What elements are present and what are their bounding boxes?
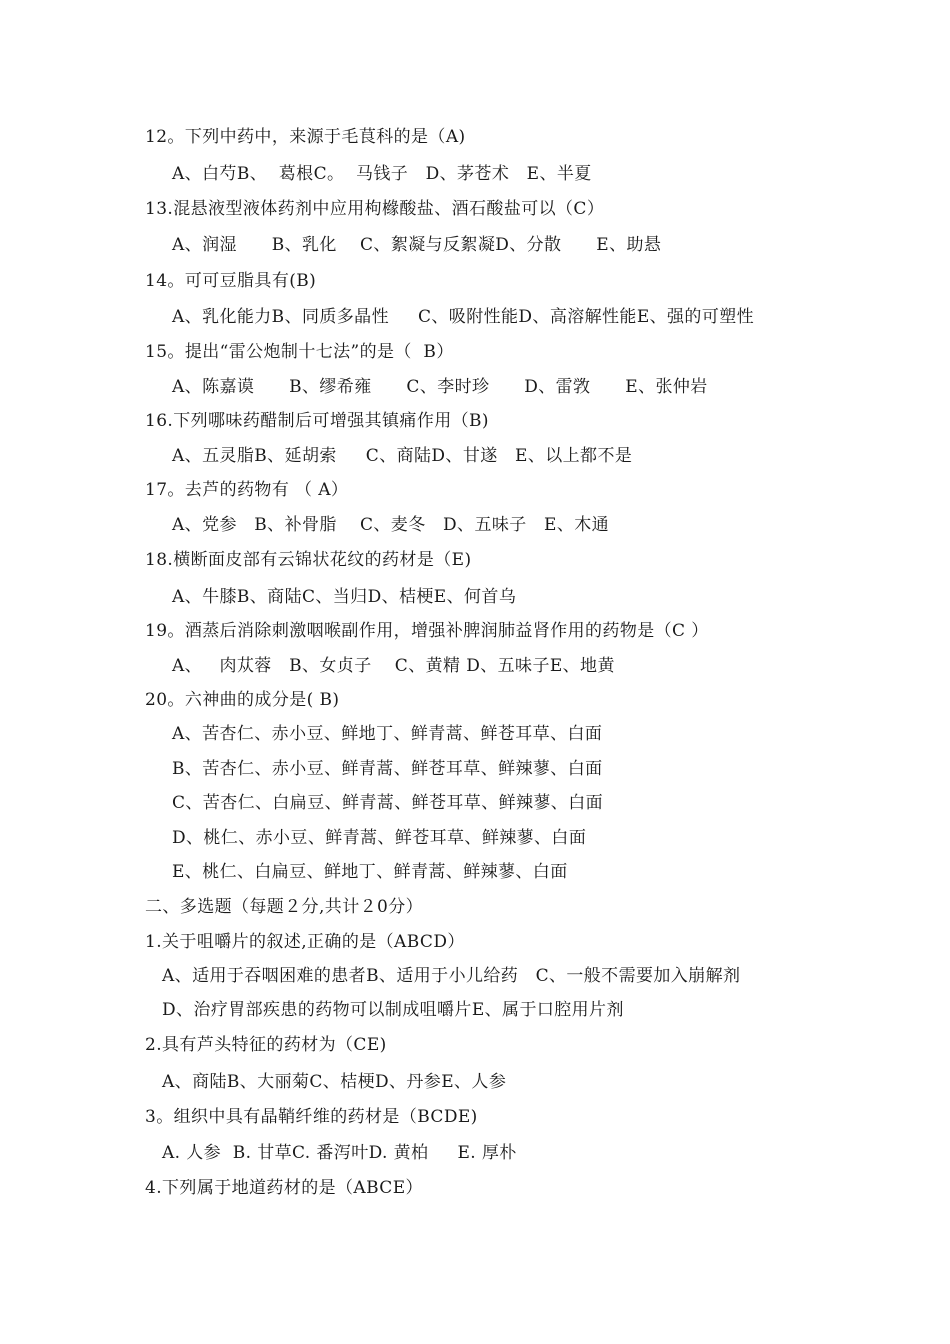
question-19-options: A、 肉苁蓉 B、女贞子 C、黄精 D、五味子E、地黄 xyxy=(172,656,615,676)
question-20-option-a: A、苦杏仁、赤小豆、鲜地丁、鲜青蒿、鲜苍耳草、白面 xyxy=(172,724,603,744)
question-15: 15。提出“雷公炮制十七法”的是（ B） xyxy=(145,342,454,362)
question-20-option-d: D、桃仁、赤小豆、鲜青蒿、鲜苍耳草、鲜辣蓼、白面 xyxy=(172,828,587,848)
question-13-options: A、润湿 B、乳化 C、絮凝与反絮凝D、分散 E、助悬 xyxy=(172,235,662,255)
multi-question-2-options: A、商陆B、大丽菊C、桔梗D、丹参E、人参 xyxy=(162,1072,507,1092)
question-14-options: A、乳化能力B、同质多晶性 C、吸附性能D、高溶解性能E、强的可塑性 xyxy=(172,307,755,327)
multi-question-3: 3。组织中具有晶鞘纤维的药材是（BCDE) xyxy=(145,1107,478,1127)
question-20-option-b: B、苦杏仁、赤小豆、鲜青蒿、鲜苍耳草、鲜辣蓼、白面 xyxy=(172,759,603,779)
question-12: 12。下列中药中，来源于毛茛科的是（A) xyxy=(145,127,466,147)
question-16-options: A、五灵脂B、延胡索 C、商陆D、甘遂 E、以上都不是 xyxy=(172,446,633,466)
question-20: 20。六神曲的成分是( B) xyxy=(145,690,340,710)
question-19: 19。酒蒸后消除刺激咽喉副作用，增强补脾润肺益肾作用的药物是（C ） xyxy=(145,621,709,641)
question-20-option-e: E、桃仁、白扁豆、鲜地丁、鲜青蒿、鲜辣蓼、白面 xyxy=(172,862,568,882)
question-16: 16.下列哪味药醋制后可增强其镇痛作用（B) xyxy=(145,411,489,431)
question-12-options: A、白芍B、 葛根C。 马钱子 D、茅苍术 E、半夏 xyxy=(172,164,592,184)
question-20-option-c: C、苦杏仁、白扁豆、鲜青蒿、鲜苍耳草、鲜辣蓼、白面 xyxy=(172,793,604,813)
question-13: 13.混悬液型液体药剂中应用枸橼酸盐、酒石酸盐可以（C） xyxy=(145,199,605,219)
question-18-options: A、牛膝B、商陆C、当归D、桔梗E、何首乌 xyxy=(172,587,517,607)
multi-question-1: 1.关于咀嚼片的叙述,正确的是（ABCD） xyxy=(145,932,465,952)
question-15-options: A、陈嘉谟 B、缪希雍 C、李时珍 D、雷敩 E、张仲岩 xyxy=(172,377,708,397)
multi-question-1-options-row-1: A、适用于吞咽困难的患者B、适用于小儿给药 C、一般不需要加入崩解剂 xyxy=(162,966,741,986)
multi-question-1-options-row-2: D、治疗胃部疾患的药物可以制成咀嚼片E、属于口腔用片剂 xyxy=(162,1000,624,1020)
question-17-options: A、党参 B、补骨脂 C、麦冬 D、五味子 E、木通 xyxy=(172,515,610,535)
question-17: 17。去芦的药物有 （ A） xyxy=(145,480,349,500)
question-14: 14。可可豆脂具有(B) xyxy=(145,271,317,291)
section-heading-multi: 二、多选题（每题２分,共计２0分） xyxy=(145,897,424,917)
multi-question-3-options: A. 人参 B. 甘草C. 番泻叶D. 黄柏 E. 厚朴 xyxy=(162,1143,517,1163)
multi-question-2: 2.具有芦头特征的药材为（CE) xyxy=(145,1035,387,1055)
question-18: 18.横断面皮部有云锦状花纹的药材是（E) xyxy=(145,550,472,570)
multi-question-4: 4.下列属于地道药材的是（ABCE） xyxy=(145,1178,423,1198)
